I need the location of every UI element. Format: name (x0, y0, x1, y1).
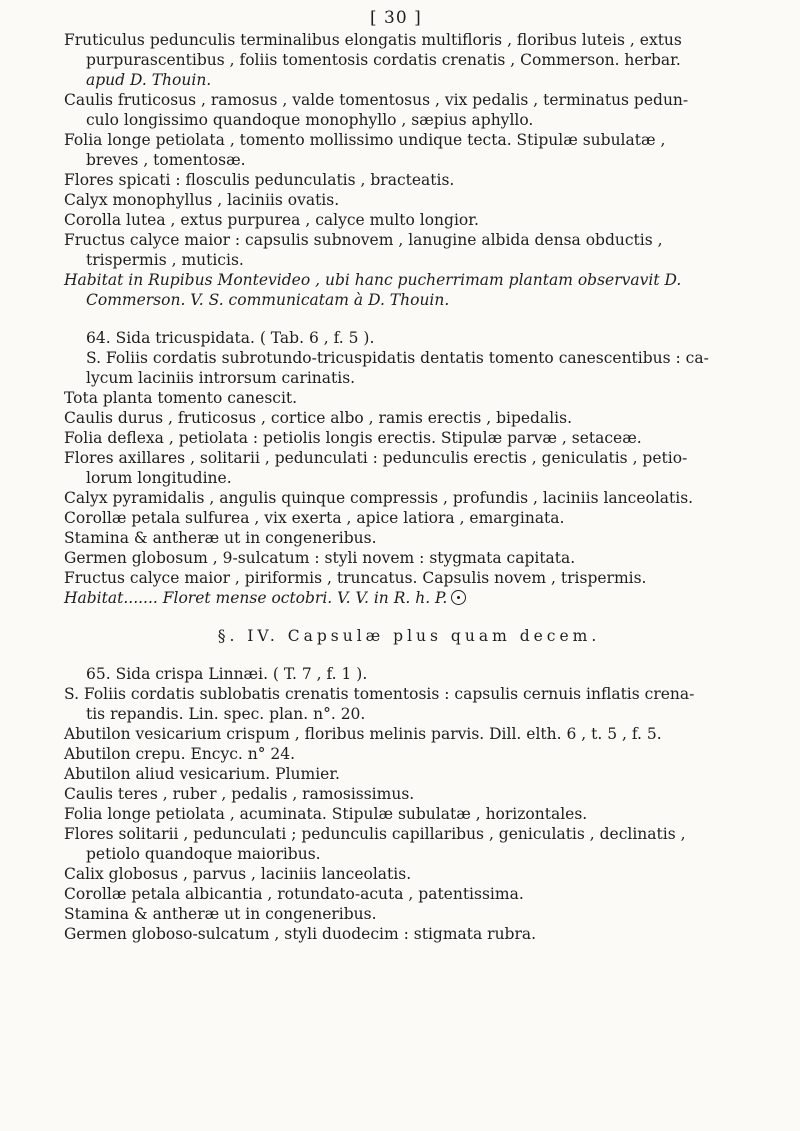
text-line: Calyx monophyllus , laciniis ovatis. (64, 191, 340, 209)
habitat-line (64, 588, 754, 608)
text-line: Fructus calyce maior : capsulis subnovem , lanugine albida densa obductis , (64, 231, 663, 249)
text-line: Corollæ petala sulfurea , vix exerta , apice latiora , emarginata. (64, 509, 565, 527)
text-line: Calix globosus , parvus , laciniis lanceolatis. (64, 865, 412, 883)
text-line: Folia longe petiolata , acuminata. Stipulæ subulatæ , horizontales. (64, 805, 588, 823)
page-body (64, 30, 754, 944)
text-line: tis repandis. Lin. spec. plan. n°. 20. (86, 705, 366, 723)
text-line: Corolla lutea , extus purpurea , calyce multo longior. (64, 211, 479, 229)
text-line: Flores axillares , solitarii , pedunculati : pedunculis erectis , geniculatis , petio- (64, 449, 688, 467)
text-line: Folia longe petiolata , tomento mollissimo undique tecta. Stipulæ subulatæ , (64, 131, 666, 149)
text-line: culo longissimo quandoque monophyllo , sæpius aphyllo. (86, 111, 534, 129)
text-line: Stamina & antheræ ut in congeneribus. (64, 905, 377, 923)
text-line: Fruticulus pedunculis terminalibus elongatis multifloris , floribus luteis , extus (64, 31, 682, 49)
text-line: Caulis fruticosus , ramosus , valde tomentosus , vix pedalis , terminatus pedun- (64, 91, 689, 109)
text-line: Abutilon aliud vesicarium. Plumier. (64, 765, 340, 783)
entry-heading: 64. Sida tricuspidata. ( Tab. 6 , f. 5 ). (86, 329, 375, 347)
text-line: apud D. Thouin. (86, 71, 212, 89)
text-line: lorum longitudine. (86, 469, 232, 487)
habitat-text: Habitat....... Floret mense octobri. V. V. in R. h. P. (64, 589, 448, 607)
entry-65 (64, 664, 754, 944)
text-line: Abutilon vesicarium crispum , floribus melinis parvis. Dill. elth. 6 , t. 5 , f. 5. (64, 725, 662, 743)
text-line: Abutilon crepu. Encyc. n° 24. (64, 745, 296, 763)
text-line: trispermis , muticis. (86, 251, 244, 269)
text-line: Caulis durus , fruticosus , cortice albo , ramis erectis , bipedalis. (64, 409, 573, 427)
text-line: Stamina & antheræ ut in congeneribus. (64, 529, 377, 547)
text-line: Folia deflexa , petiolata : petiolis longis erectis. Stipulæ parvæ , setaceæ. (64, 429, 642, 447)
text-line: Germen globoso-sulcatum , styli duodecim : stigmata rubra. (64, 925, 537, 943)
text-line: Flores solitarii , pedunculati ; pedunculis capillaribus , geniculatis , declinatis , (64, 825, 686, 843)
text-line: Flores spicati : flosculis pedunculatis , bracteatis. (64, 171, 455, 189)
text-line: Fructus calyce maior , piriformis , truncatus. Capsulis novem , trispermis. (64, 569, 647, 587)
text-line: petiolo quandoque maioribus. (86, 845, 321, 863)
text-line: Calyx pyramidalis , angulis quinque compressis , profundis , laciniis lanceolatis. (64, 489, 694, 507)
sun-icon (451, 590, 466, 605)
text-line: breves , tomentosæ. (86, 151, 246, 169)
text-line: Tota planta tomento canescit. (64, 389, 298, 407)
page-number: [ 30 ] (370, 8, 422, 28)
text-line: Caulis teres , ruber , pedalis , ramosissimus. (64, 785, 415, 803)
text-line: Germen globosum , 9-sulcatum : styli novem : stygmata capitata. (64, 549, 576, 567)
habitat-line: Habitat in Rupibus Montevideo , ubi hanc pucherrimam plantam observavit D. (64, 271, 682, 289)
entry-heading: 65. Sida crispa Linnæi. ( T. 7 , f. 1 ). (86, 665, 368, 683)
habitat-line: Commerson. V. S. communicatam à D. Thouin. (86, 291, 450, 309)
entry-63 (64, 30, 754, 310)
text-line: purpurascentibus , foliis tomentosis cordatis crenatis , Commerson. herbar. (86, 51, 681, 69)
text-line: S. Foliis cordatis subrotundo-tricuspidatis dentatis tomento canescentibus : ca- (86, 349, 709, 367)
section-heading: §. IV. Capsulæ plus quam decem. (217, 627, 601, 645)
text-line: lycum laciniis introrsum carinatis. (86, 369, 356, 387)
text-line: S. Foliis cordatis sublobatis crenatis tomentosis : capsulis cernuis inflatis crena- (64, 685, 695, 703)
text-line: Corollæ petala albicantia , rotundato-acuta , patentissima. (64, 885, 524, 903)
entry-64 (64, 328, 754, 608)
